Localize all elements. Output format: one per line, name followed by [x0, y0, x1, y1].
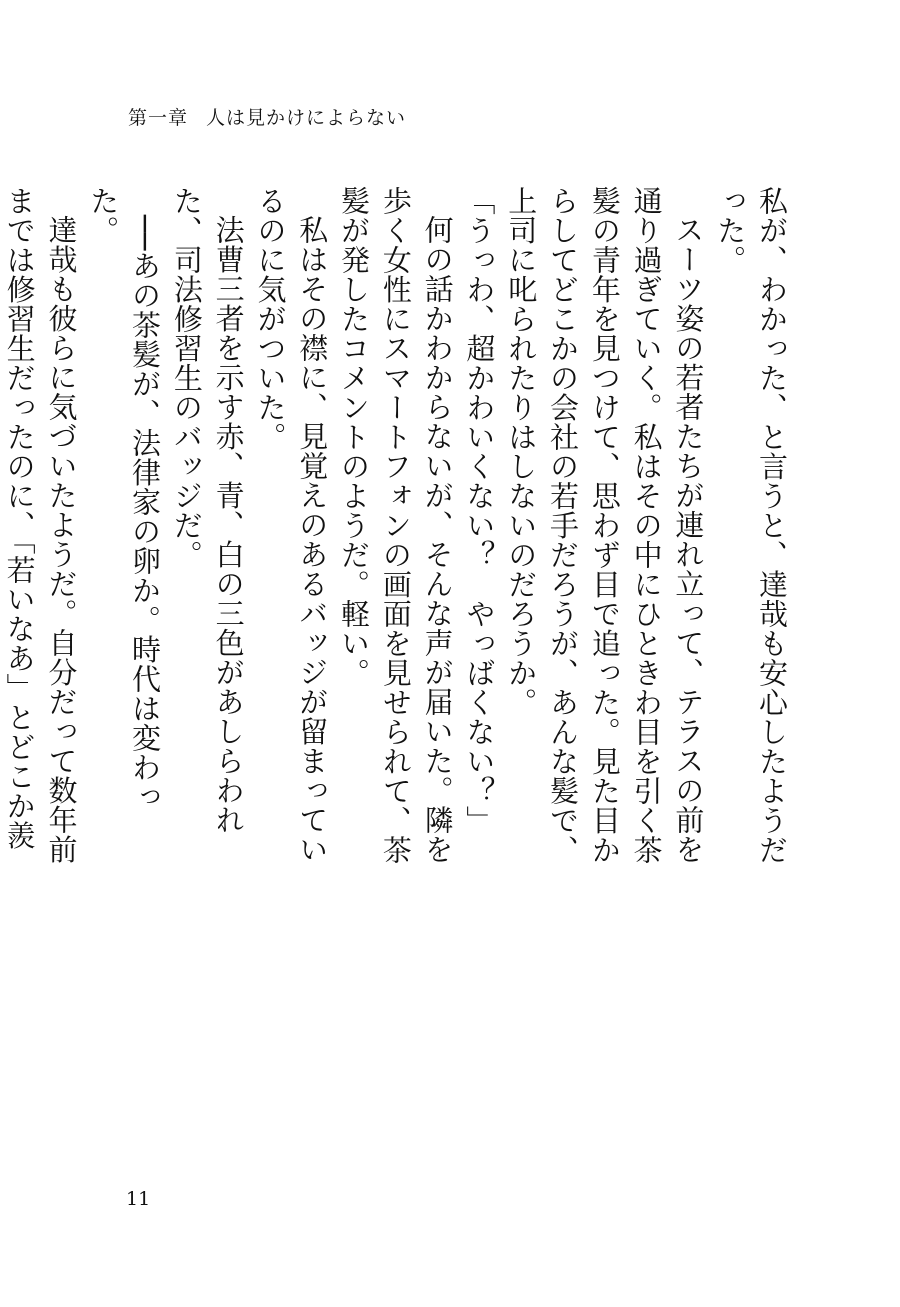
- paragraph: 法曹三者を示す赤、青、白の三色があしらわれた、司法修習生のバッジだ。: [169, 186, 246, 835]
- paragraph: ──あの茶髪が、法律家の卵か。時代は変わった。: [86, 186, 163, 812]
- paragraph: 私はその襟に、見覚えのあるバッジが留まっているのに気がついた。: [253, 186, 330, 864]
- paragraph: 「うっわ、超かわいくない？ やっばくない？」: [462, 186, 497, 835]
- vertical-body-text: [2, 186, 792, 866]
- page-number: 11: [126, 1188, 151, 1210]
- running-header: [128, 103, 406, 130]
- paragraph: 達哉も彼らに気づいたようだ。自分だって数年前までは修習生だったのに、「若いなあ」とどこか羨: [2, 186, 79, 864]
- paragraph: 何の話かわからないが、そんな声が届いた。隣を歩く女性にスマートフォンの画面を見せられて、茶髪が発したコメントのようだ。軽い。: [337, 186, 455, 865]
- chapter-title: 人は見かけによらない: [206, 107, 407, 129]
- paragraph: スーツ姿の若者たちが連れ立って、テラスの前を通り過ぎていく。私はその中にひときわ目を引く茶髪の青年を見つけて、思わず目で追った。見た目からしてどこかの会社の若手だろうが、あんな髪で、上司に叱られたりはしないのだろうか。: [504, 186, 706, 865]
- paragraph: 私が、わかった、と言うと、達哉も安心したようだった。: [713, 186, 789, 865]
- chapter-number: 第一章: [128, 107, 189, 129]
